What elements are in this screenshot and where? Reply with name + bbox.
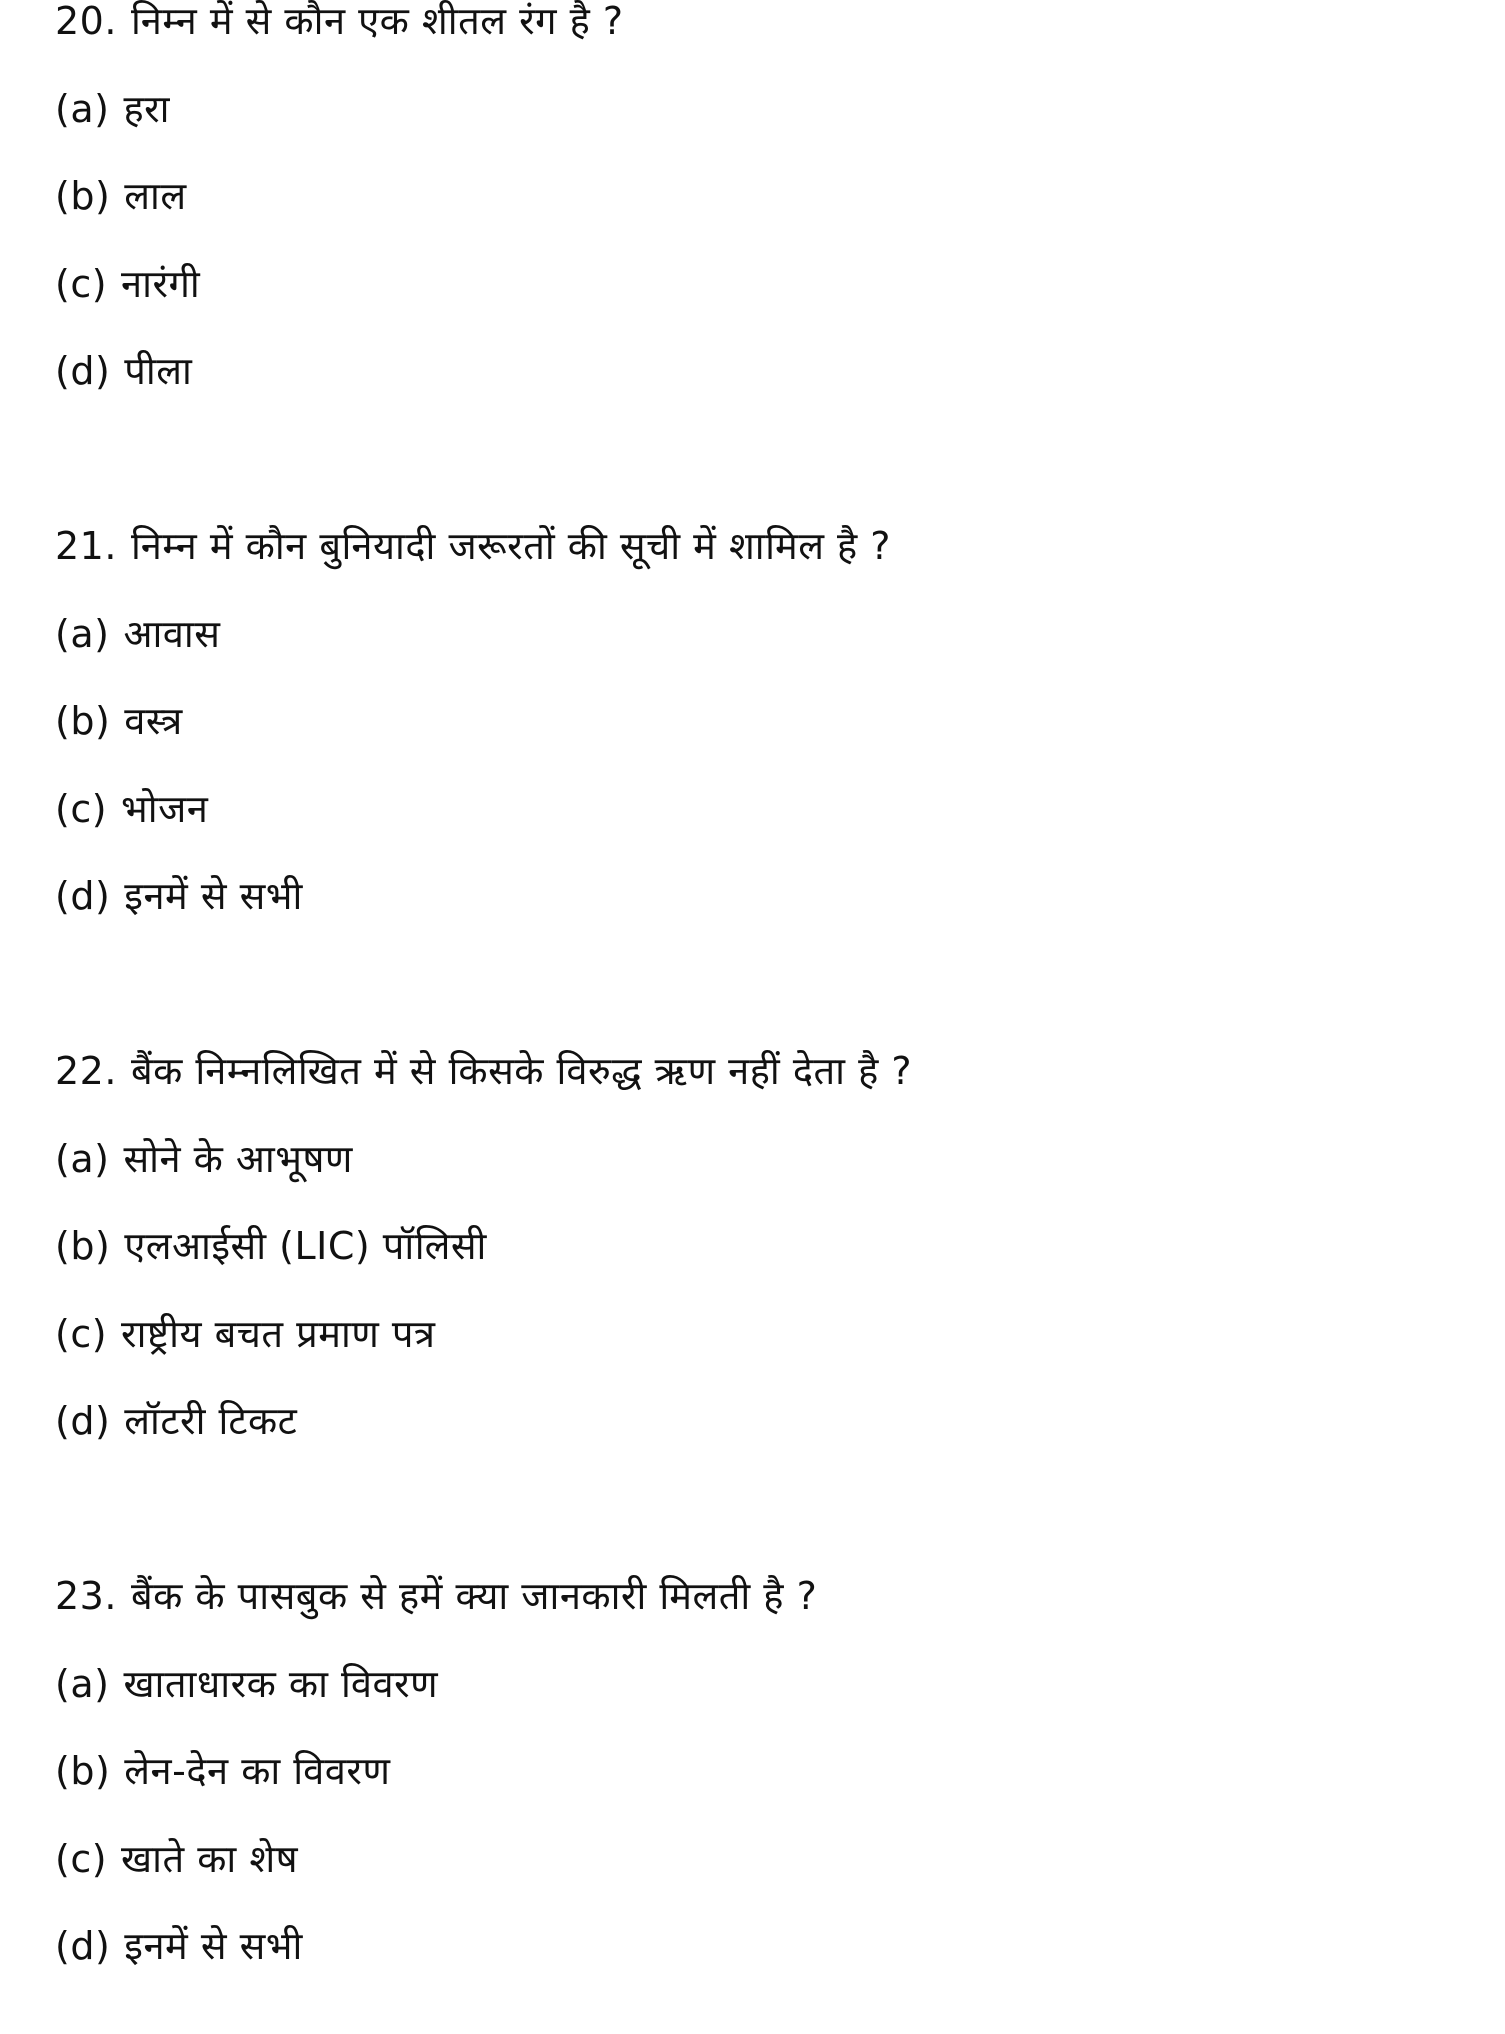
question-23 [55, 1571, 817, 1621]
option-text: लेन-देन का विवरण [124, 1749, 391, 1793]
option-23-c [55, 1834, 298, 1884]
option-20-a [55, 84, 170, 134]
option-text: लॉटरी टिकट [124, 1399, 298, 1443]
option-21-b [55, 696, 183, 746]
option-text: वस्त्र [124, 699, 183, 743]
option-text: हरा [123, 87, 170, 131]
question-21 [55, 521, 891, 571]
option-marker: (b) [55, 1224, 111, 1268]
question-number: 23. [55, 1574, 117, 1618]
option-text: भोजन [121, 787, 209, 831]
option-text: नारंगी [121, 262, 201, 306]
question-text: बैंक निम्नलिखित में से किसके विरुद्ध ऋण नहीं देता है ? [130, 1049, 913, 1093]
question-text: बैंक के पासबुक से हमें क्या जानकारी मिलती है ? [130, 1574, 818, 1618]
option-marker: (a) [55, 1137, 110, 1181]
option-22-a [55, 1134, 353, 1184]
question-number: 21. [55, 524, 117, 568]
question-text: निम्न में से कौन एक शीतल रंग है ? [130, 0, 624, 43]
option-marker: (b) [55, 699, 111, 743]
option-marker: (d) [55, 874, 111, 918]
option-text: सोने के आभूषण [123, 1137, 353, 1181]
option-marker: (b) [55, 1749, 111, 1793]
question-20 [55, 0, 624, 46]
option-21-d [55, 871, 303, 921]
question-number: 22. [55, 1049, 117, 1093]
option-text: खाते का शेष [121, 1837, 299, 1881]
option-20-d [55, 346, 192, 396]
option-marker: (d) [55, 349, 111, 393]
option-marker: (c) [55, 787, 108, 831]
option-text: इनमें से सभी [124, 874, 303, 918]
option-marker: (d) [55, 1399, 111, 1443]
option-text: एलआईसी (LIC) पॉलिसी [124, 1224, 487, 1268]
option-marker: (c) [55, 262, 108, 306]
option-marker: (a) [55, 612, 110, 656]
option-text: खाताधारक का विवरण [123, 1662, 439, 1706]
option-20-c [55, 259, 200, 309]
option-23-b [55, 1746, 390, 1796]
option-marker: (d) [55, 1924, 111, 1968]
option-text: इनमें से सभी [124, 1924, 303, 1968]
option-marker: (c) [55, 1312, 108, 1356]
option-text: राष्ट्रीय बचत प्रमाण पत्र [121, 1312, 436, 1356]
option-22-d [55, 1396, 297, 1446]
option-text: आवास [123, 612, 221, 656]
question-22 [55, 1046, 912, 1096]
option-marker: (a) [55, 87, 110, 131]
option-marker: (c) [55, 1837, 108, 1881]
option-text: पीला [124, 349, 193, 393]
option-21-c [55, 784, 208, 834]
option-20-b [55, 171, 187, 221]
question-text: निम्न में कौन बुनियादी जरूरतों की सूची में शामिल है ? [130, 524, 891, 568]
option-23-a [55, 1659, 438, 1709]
option-22-b [55, 1221, 487, 1271]
option-22-c [55, 1309, 435, 1359]
option-marker: (a) [55, 1662, 110, 1706]
option-23-d [55, 1921, 303, 1971]
option-marker: (b) [55, 174, 111, 218]
option-21-a [55, 609, 220, 659]
option-text: लाल [124, 174, 187, 218]
question-number: 20. [55, 0, 117, 43]
